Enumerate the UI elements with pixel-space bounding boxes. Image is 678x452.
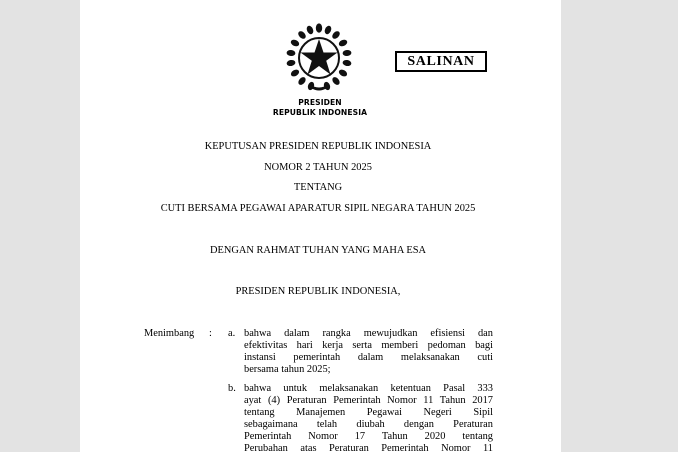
considering-label: Menimbang <box>144 328 195 339</box>
consideration-a-line: instansi pemerintah dalam melaksanakan cuti <box>244 352 493 363</box>
garuda-emblem-icon <box>283 22 355 94</box>
decree-number: NOMOR 2 TAHUN 2025 <box>264 162 372 173</box>
consideration-a-line: efektivitas hari kerja serta memberi pedoman bagi <box>244 340 493 351</box>
decree-about-label: TENTANG <box>293 182 343 193</box>
consideration-b-line: Perubahan atas Peraturan Pemerintah Nomor 11 <box>244 443 493 452</box>
consideration-b-line: tentang Manajemen Pegawai Negeri Sipil <box>244 407 493 418</box>
consideration-b-line: ayat (4) Peraturan Pemerintah Nomor 11 Tahun 2017 <box>244 395 493 406</box>
document-page <box>80 0 561 452</box>
consideration-a-line: bahwa dalam rangka mewujudkan efisiensi dan <box>244 328 493 339</box>
consideration-a-line: bersama tahun 2025; <box>244 364 331 375</box>
issuer-line: PRESIDEN REPUBLIK INDONESIA, <box>235 286 401 297</box>
consideration-b-line: Pemerintah Nomor 17 Tahun 2020 tentang <box>244 431 493 442</box>
consideration-b-line: bahwa untuk melaksanakan ketentuan Pasal 333 <box>244 383 493 394</box>
consideration-b-line: sebagaimana telah diubah dengan Peraturan <box>244 419 493 430</box>
emblem-caption-president: PRESIDEN <box>298 98 342 107</box>
emblem-caption-republic: REPUBLIK INDONESIA <box>272 108 368 117</box>
salinan-stamp: SALINAN <box>395 51 487 72</box>
grace-invocation: DENGAN RAHMAT TUHAN YANG MAHA ESA <box>210 245 426 256</box>
considering-colon: : <box>209 328 212 339</box>
decree-title: KEPUTUSAN PRESIDEN REPUBLIK INDONESIA <box>204 141 432 152</box>
consideration-b-letter: b. <box>228 383 236 394</box>
decree-subject: CUTI BERSAMA PEGAWAI APARATUR SIPIL NEGARA TAHUN 2025 <box>160 203 476 214</box>
consideration-a-letter: a. <box>228 328 236 339</box>
